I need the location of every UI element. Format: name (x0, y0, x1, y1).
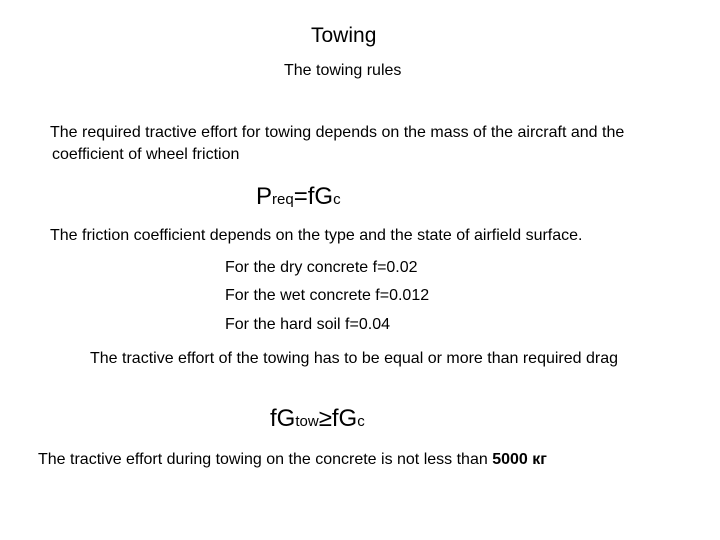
case-dry-concrete: For the dry concrete f=0.02 (225, 259, 418, 276)
formula-fg-left: fG (270, 405, 296, 432)
formula-tow-condition (270, 405, 365, 433)
subtitle: The towing rules (284, 62, 402, 79)
paragraph-friction: The friction coefficient depends on the type and the state of airfield surface. (50, 227, 583, 244)
effort-value: 5000 кг (492, 451, 547, 468)
paragraph-concrete-text: The tractive effort during towing on the concrete is not less than (38, 451, 493, 468)
case-hard-soil: For the hard soil f=0.04 (225, 316, 390, 333)
formula-subscript-c2: c (357, 413, 365, 430)
paragraph-mass-line-1: The required tractive effort for towing depends on the mass of the aircraft and the (50, 124, 625, 141)
paragraph-drag: The tractive effort of the towing has to be equal or more than required drag (90, 350, 619, 367)
formula-fg: =fG (293, 183, 334, 210)
case-wet-concrete: For the wet concrete f=0.012 (225, 287, 430, 304)
formula-subscript-req: req (272, 191, 294, 208)
formula-p: P (256, 183, 273, 210)
paragraph-mass-line-2: coefficient of wheel friction (52, 146, 240, 163)
formula-subscript-c: c (333, 191, 341, 208)
formula-required-effort (256, 183, 341, 211)
formula-subscript-tow: tow (295, 413, 319, 430)
formula-ge-fg: ≥fG (318, 405, 358, 432)
paragraph-concrete-towing (38, 451, 547, 469)
page-title: Towing (311, 24, 377, 47)
